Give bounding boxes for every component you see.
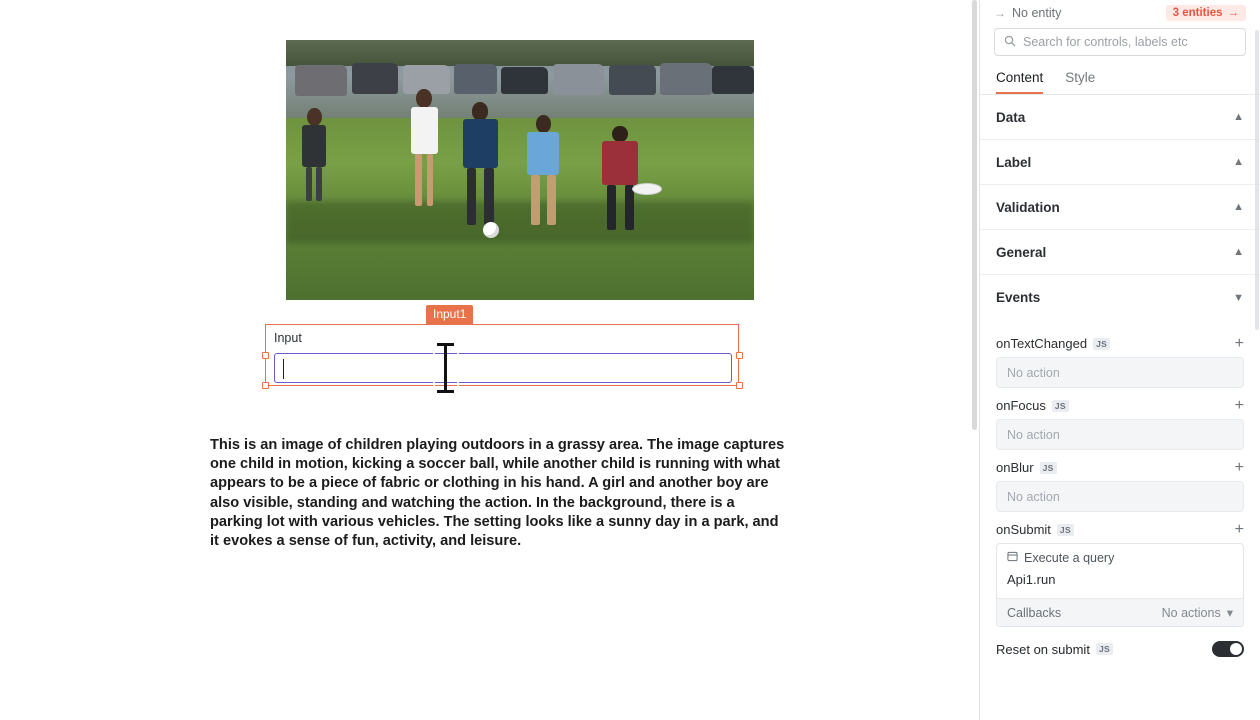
children-playing-photo — [286, 40, 754, 300]
section-label[interactable] — [980, 140, 1260, 185]
event-name-label: onBlur — [996, 460, 1034, 475]
resize-handle-bottom-right[interactable] — [736, 382, 743, 389]
chevron-down-icon: ▼ — [1233, 291, 1244, 304]
panel-scrollbar[interactable] — [1255, 30, 1259, 330]
event-onsubmit-action-card[interactable] — [996, 543, 1244, 627]
add-action-button[interactable]: + — [1234, 334, 1244, 352]
event-onsubmit — [996, 522, 1244, 537]
js-badge-icon: JS — [1057, 524, 1074, 536]
events-body — [980, 320, 1260, 627]
photo-child-left — [295, 108, 332, 202]
no-entity-label: No entity — [1012, 6, 1062, 20]
input-widget-label: Input — [274, 331, 302, 345]
chevron-up-icon: ▲ — [1233, 201, 1244, 213]
action-header[interactable] — [997, 544, 1243, 572]
add-action-button[interactable]: + — [1234, 396, 1244, 414]
event-onfocus — [996, 398, 1244, 413]
section-data[interactable] — [980, 95, 1260, 140]
event-onblur — [996, 460, 1244, 475]
image-description-text: This is an image of children playing outdoors in a grassy area. The image captures one child in motion, kicking a soccer ball, while another child is running with what appears to be a piece of fabric or clothing in his hand. A girl and another boy are also visible, standing and watching the action. In the background, there is a parking lot with various vehicles. The setting looks like a sunny day in a park, and it evokes a sense of fun, activity, and leisure. — [210, 437, 785, 550]
event-ontextchanged — [996, 336, 1244, 351]
property-tabs — [980, 64, 1260, 95]
js-badge-icon: JS — [1040, 462, 1057, 474]
tab-content[interactable]: Content — [996, 64, 1043, 94]
action-value[interactable]: Api1.run — [1007, 572, 1056, 587]
input-widget[interactable] — [265, 324, 739, 386]
callbacks-label: Callbacks — [1007, 605, 1062, 620]
photo-child-running — [454, 102, 505, 224]
event-ontextchanged-action[interactable]: No action — [996, 357, 1244, 388]
event-onblur-action[interactable]: No action — [996, 481, 1244, 512]
chevron-up-icon: ▲ — [1233, 156, 1244, 168]
reset-on-submit-row — [980, 627, 1260, 657]
canvas-scrollbar[interactable] — [972, 0, 977, 430]
callbacks-value: No actions — [1161, 605, 1221, 620]
photo-child-frisbee — [595, 126, 646, 230]
chevron-down-icon: ▾ — [1226, 606, 1233, 620]
chevron-up-icon: ▲ — [1233, 246, 1244, 258]
event-onfocus-action[interactable]: No action — [996, 419, 1244, 450]
section-validation[interactable] — [980, 185, 1260, 230]
no-entity-group[interactable] — [994, 6, 1061, 20]
entity-bar — [980, 0, 1260, 26]
section-validation-label: Validation — [996, 199, 1060, 215]
add-action-button[interactable]: + — [1234, 458, 1244, 476]
section-data-label: Data — [996, 109, 1026, 125]
image-widget[interactable] — [286, 40, 754, 300]
event-name-label: onFocus — [996, 398, 1046, 413]
action-title: Execute a query — [1024, 551, 1115, 565]
text-input-field[interactable] — [274, 353, 732, 383]
photo-parking-lot — [286, 45, 754, 113]
event-name-label: onSubmit — [996, 522, 1051, 537]
arrow-right-icon: → — [994, 6, 1006, 20]
entities-count-badge[interactable] — [1166, 5, 1246, 21]
js-badge-icon: JS — [1096, 643, 1113, 655]
search-placeholder: Search for controls, labels etc — [1023, 35, 1188, 49]
js-badge-icon: JS — [1052, 400, 1069, 412]
search-wrapper — [980, 26, 1260, 64]
photo-child-kicking — [520, 115, 567, 224]
photo-girl — [403, 89, 445, 206]
search-icon — [1004, 35, 1016, 50]
widget-name-badge[interactable]: Input1 — [426, 305, 473, 324]
reset-on-submit-label: Reset on submit — [996, 641, 1090, 657]
search-input[interactable] — [994, 28, 1246, 56]
reset-on-submit-toggle[interactable] — [1212, 641, 1244, 657]
resize-handle-left[interactable] — [262, 352, 269, 359]
section-general-label: General — [996, 244, 1047, 260]
callbacks-row[interactable] — [997, 598, 1243, 626]
add-action-button[interactable]: + — [1234, 520, 1244, 538]
query-icon — [1007, 551, 1018, 565]
chevron-up-icon: ▲ — [1233, 111, 1244, 123]
property-pane — [979, 0, 1260, 720]
arrow-right-small-icon: → — [1227, 7, 1239, 19]
section-label-label: Label — [996, 154, 1032, 170]
resize-handle-bottom-left[interactable] — [262, 382, 269, 389]
section-general[interactable] — [980, 230, 1260, 275]
event-name-label: onTextChanged — [996, 336, 1088, 351]
photo-soccer-ball — [483, 222, 499, 238]
resize-handle-right[interactable] — [736, 352, 743, 359]
js-badge-icon: JS — [1093, 338, 1110, 350]
entities-count-label: 3 entities — [1172, 7, 1223, 19]
text-caret — [283, 359, 284, 379]
section-events-label: Events — [996, 290, 1041, 305]
tab-style[interactable]: Style — [1065, 70, 1096, 85]
section-events[interactable] — [980, 275, 1260, 320]
